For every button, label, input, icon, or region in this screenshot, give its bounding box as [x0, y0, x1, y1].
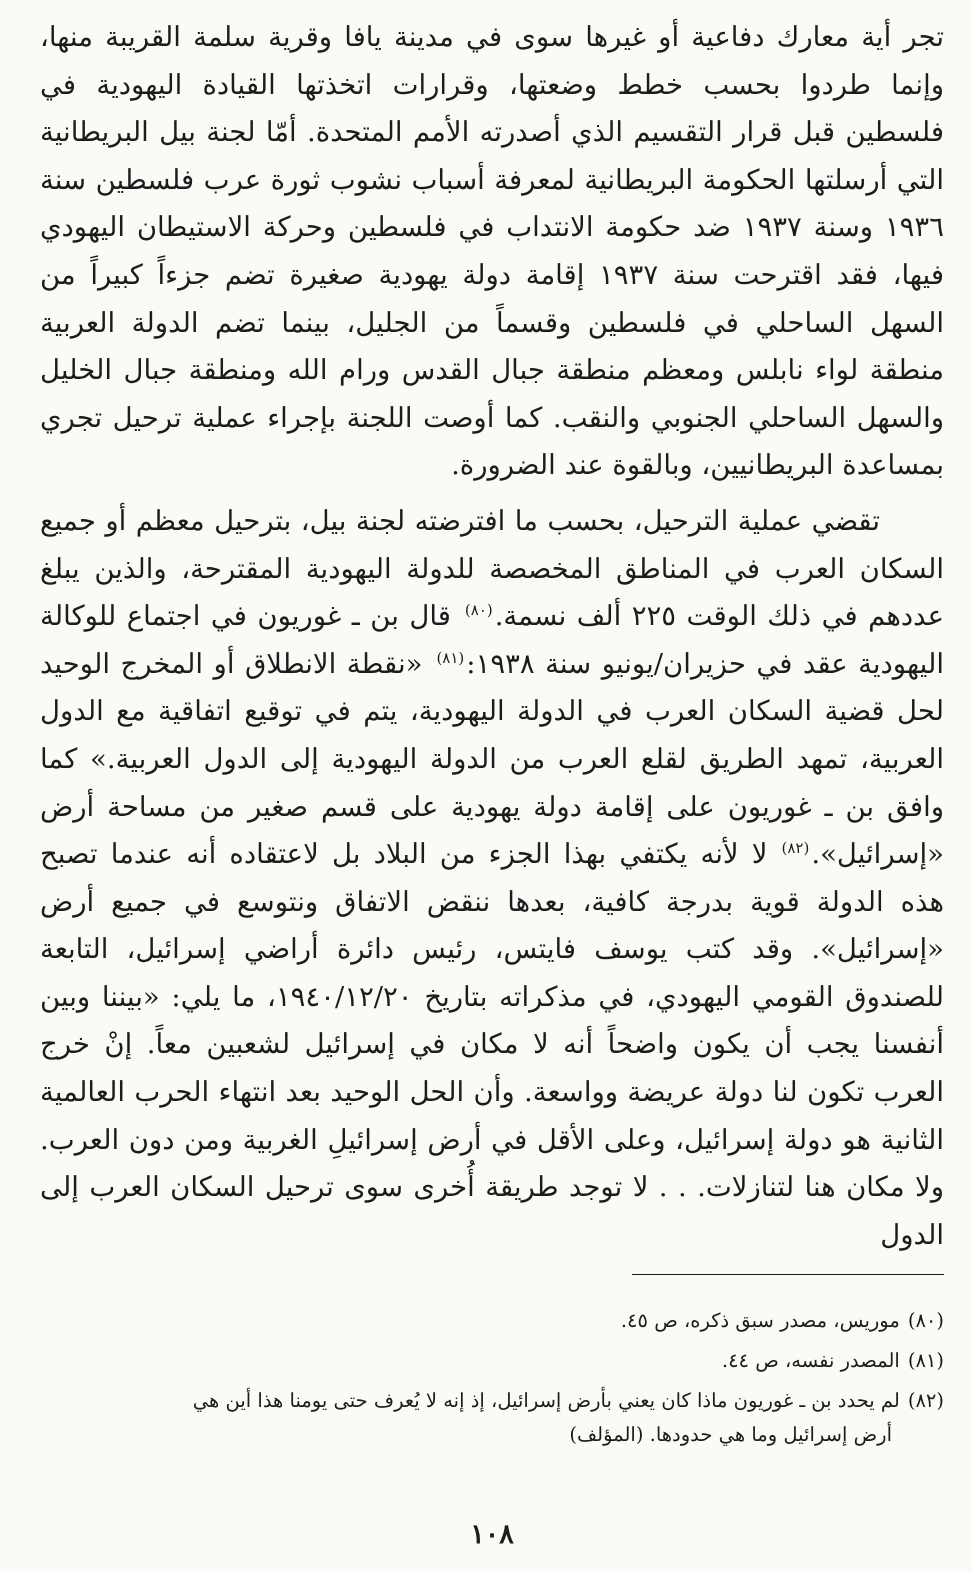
footnote-text: موريس، مصدر سبق ذكره، ص ٤٥.	[620, 1309, 900, 1332]
footnote-text: لم يحدد بن ـ غوريون ماذا كان يعني بأرض إسرائيل، إذ إنه لا يُعرف حتى يومنا هذا أين هي	[192, 1389, 900, 1412]
page-number: ١٠٨	[470, 1519, 514, 1550]
paragraph-1-text: تجر أية معارك دفاعية أو غيرها سوى في مدينة يافا وقرية سلمة القريبة منها، وإنما طردوا بحسب خطط وضعتها، وقرارات اتخذتها القيادة اليهودية في فلسطين قبل قرار التقسيم الذي أصدرته الأمم المتحدة. أمّا لجنة بيل البريطانية التي أرسلتها الحكومة البريطانية لمعرفة أسباب نشوب ثورة عرب فلسطين سنة ١٩٣٦ وسنة ١٩٣٧ ضد حكومة الانتداب في فلسطين وحركة الاستيطان اليهودي فيها، فقد اقترحت سنة ١٩٣٧ إقامة دولة يهودية صغيرة تضم جزءاً كبيراً من السهل الساحلي في فلسطين وقسماً من الجليل، بينما تضم الدولة العربية منطقة لواء نابلس ومعظم منطقة جبال القدس ورام الله ومنطقة جبال الخليل والسهل الساحلي الجنوبي والنقب. كما أوصت اللجنة بإجراء عملية ترحيل تجري بمساعدة البريطانيين، وبالقوة عند الضرورة.	[40, 21, 944, 482]
footnote-text: المصدر نفسه، ص ٤٤.	[721, 1349, 900, 1372]
paragraph-1	[40, 14, 944, 490]
footnote-ref-81: (٨١)	[436, 648, 465, 667]
footnote-81	[40, 1344, 944, 1378]
paragraph-2-part-4: لا لأنه يكتفي بهذا الجزء من البلاد بل لاعتقاده أنه عندما تصبح هذه الدولة قوية بدرجة كافية، بعدها ننقض الاتفاق ونتوسع في جميع أرض «إسرائيل». وقد كتب يوسف فايتس، رئيس دائرة أراضي إسرائيل، التابعة للصندوق القومي اليهودي، في مذكراته بتاريخ ١٩٤٠/١٢/٢٠، ما يلي: «بيننا وبين أنفسنا يجب أن يكون واضحاً أنه لا مكان في إسرائيل لشعبين معاً. إنْ خرج العرب تكون لنا دولة عريضة وواسعة. وأن الحل الوحيد بعد انتهاء الحرب العالمية الثانية هو دولة إسرائيل، وعلى الأقل في أرض إسرائيلِ الغربية ومن دون العرب. ولا مكان هنا لتنازلات. . . لا توجد طريقة أُخرى سوى ترحيل السكان العرب إلى الدول	[40, 838, 944, 1251]
main-text	[40, 14, 944, 1259]
footnote-82	[40, 1384, 944, 1452]
footnote-ref-80: (٨٠)	[464, 600, 493, 619]
paragraph-2-part-2: قال بن ـ غوريون في اجتماع للوكالة اليهودية عقد في حزيران/يونيو سنة ١٩٣٨:	[40, 600, 944, 680]
footnote-number: (٨١)	[907, 1349, 944, 1372]
footnote-continuation: أرض إسرائيل وما هي حدودها. (المؤلف)	[569, 1423, 892, 1446]
footnote-separator	[632, 1274, 944, 1275]
footnote-80	[40, 1304, 944, 1338]
footnote-number: (٨٢)	[907, 1389, 944, 1412]
paragraph-2	[40, 498, 944, 1260]
paragraph-2-part-3: «نقطة الانطلاق أو المخرج الوحيد لحل قضية السكان العرب في الدولة اليهودية، يتم في توقيع اتفاقية مع الدول العربية، تمهد الطريق لقلع العرب من الدولة اليهودية إلى الدول العربية.» كما وافق بن ـ غوريون على إقامة دولة يهودية على قسم صغير من مساحة أرض «إسرائيل».	[40, 647, 944, 871]
footnote-ref-82: (٨٢)	[781, 838, 810, 857]
paragraph-2-part-1: تقضي عملية الترحيل، بحسب ما افترضته لجنة بيل، بترحيل معظم أو جميع السكان العرب في المناطق المخصصة للدولة اليهودية المقترحة، والذين يبلغ عددهم في ذلك الوقت ٢٢٥ ألف نسمة.	[40, 504, 944, 633]
book-page	[40, 14, 944, 1558]
footnote-number: (٨٠)	[907, 1309, 944, 1332]
footnotes	[40, 1304, 944, 1458]
